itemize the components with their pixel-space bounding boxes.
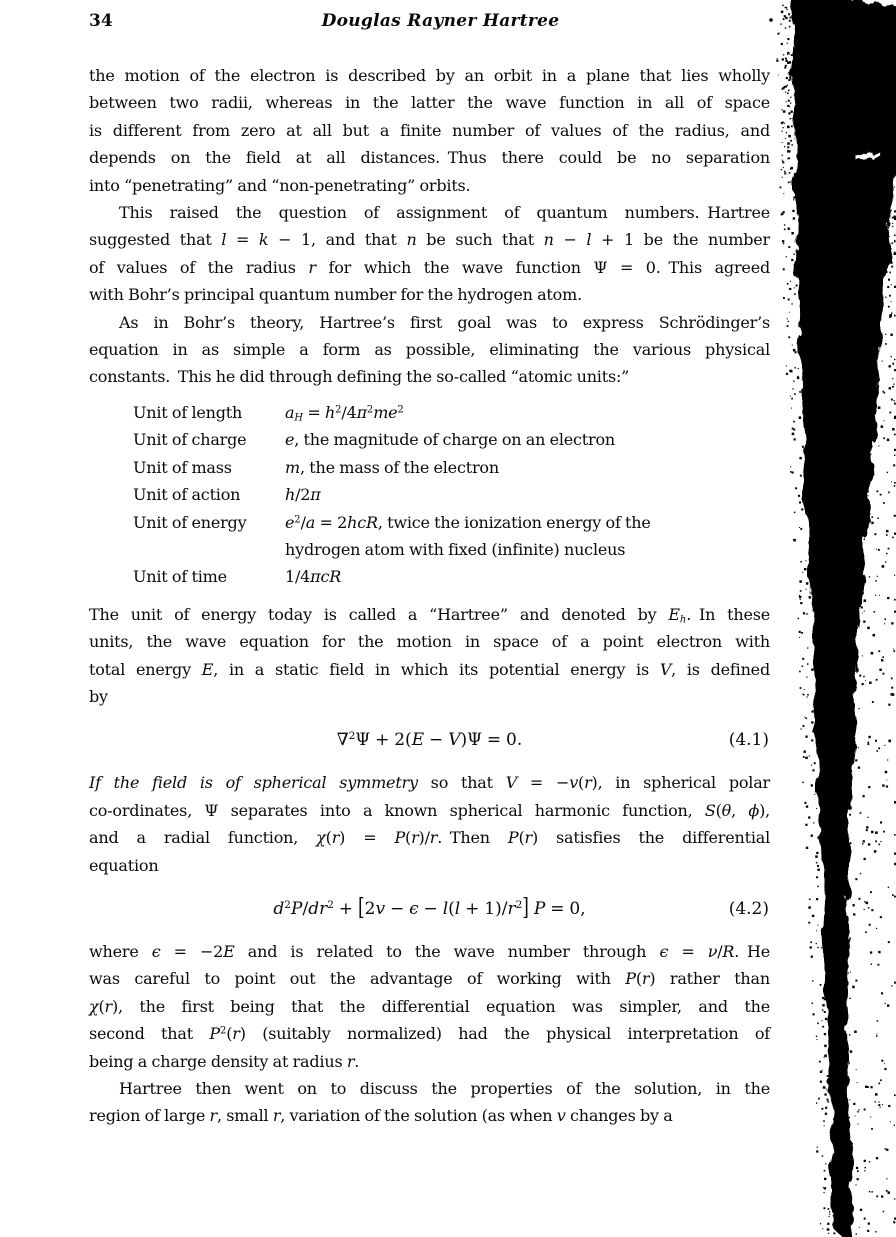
text-line	[89, 824, 770, 851]
text-run: .	[354, 1051, 360, 1071]
math-symbol: r	[308, 257, 316, 277]
math-symbol: χ	[89, 996, 99, 1016]
text-run: This raised the question of assignment of quantum numbers. Hartree	[119, 203, 770, 223]
text-run: depends on the field at all distances. Thus there could be no separation	[89, 148, 770, 168]
math-symbol: r	[584, 773, 592, 793]
text-run: hydrogen atom with fixed (infinite) nucleus	[285, 539, 626, 559]
text-run: (	[405, 828, 412, 848]
math-symbol: π	[356, 402, 367, 422]
text-run: co-ordinates, Ψ separates into a known spherical harmonic function,	[89, 800, 705, 820]
equation-number: (4.2)	[728, 898, 769, 919]
text-line	[89, 309, 770, 336]
math-symbol: P	[507, 828, 519, 848]
text-run: , is defined	[671, 659, 770, 679]
text-run: . Then	[437, 828, 508, 848]
text-line	[89, 1102, 770, 1129]
text-run: , variation of the solution (as when	[280, 1106, 557, 1126]
math-symbol: v	[375, 898, 386, 919]
display-equation	[89, 894, 770, 924]
equation-body	[89, 725, 770, 755]
text-run: and a radial function,	[89, 828, 317, 848]
text-run: for which the wave function Ψ = 0. This agreed	[315, 257, 771, 277]
unit-label: Unit of charge	[133, 430, 247, 450]
text-run: )Ψ = 0.	[460, 730, 523, 751]
italic-text: If the field is of spherical symmetry	[89, 773, 418, 793]
unit-value	[285, 509, 770, 536]
unit-row	[89, 536, 770, 563]
text-line	[89, 852, 770, 879]
math-symbol: r	[209, 1106, 217, 1126]
text-run: units, the wave equation for the motion in space of a point electron with	[89, 632, 770, 652]
text-line	[89, 1020, 770, 1047]
math-symbol: r	[411, 828, 419, 848]
text-line	[89, 172, 770, 199]
unit-value	[285, 399, 770, 426]
math-symbol: V	[659, 659, 672, 679]
text-run: =	[302, 402, 325, 422]
text-run: , twice the ionization energy of the	[377, 512, 651, 532]
text-run: 2	[397, 404, 404, 416]
text-run: /	[300, 512, 306, 532]
unit-label: Unit of mass	[133, 457, 232, 477]
text-run: /	[717, 941, 723, 961]
text-run: was careful to point out the advantage of working with	[89, 969, 626, 989]
math-symbol: χ	[316, 828, 326, 848]
math-symbol: E	[223, 941, 235, 961]
text-run: Ψ + 2(	[355, 730, 412, 751]
text-run: (	[635, 969, 642, 989]
text-run: ),	[759, 800, 770, 820]
unit-value	[285, 481, 770, 508]
math-symbol: P	[209, 1024, 220, 1044]
math-symbol: v	[569, 773, 579, 793]
text-run: . In these	[686, 604, 770, 624]
text-run: 2	[515, 899, 523, 912]
text-run: (	[715, 800, 722, 820]
math-symbol: e	[285, 430, 295, 450]
math-symbol: ϵ	[659, 941, 669, 961]
text-run: 2	[366, 404, 374, 416]
math-symbol: π	[310, 485, 321, 505]
text-line	[89, 683, 770, 710]
text-run: ) =	[339, 828, 395, 848]
text-line	[89, 993, 770, 1020]
text-run: ) satisfies the differential	[531, 828, 770, 848]
text-line	[89, 62, 770, 89]
text-run: ) rather than	[649, 969, 770, 989]
unit-value	[285, 426, 770, 453]
text-run: The unit of energy today is called a “Hartree” and denoted by	[89, 604, 669, 624]
text-run: − 1, and that	[268, 230, 407, 250]
text-run: with Bohr’s principal quantum number for the hydrogen atom.	[89, 285, 582, 305]
text-run: =	[668, 941, 708, 961]
math-symbol: ϵ	[151, 941, 161, 961]
text-line	[89, 938, 770, 965]
math-symbol: k	[258, 230, 269, 250]
text-line	[89, 1075, 770, 1102]
text-run: As in Bohr’s theory, Hartree’s first goal was to express Schrödinger’s	[119, 312, 770, 332]
math-symbol: r	[524, 828, 532, 848]
unit-value	[285, 563, 770, 590]
text-run: so that	[417, 773, 506, 793]
math-symbol: e	[285, 512, 295, 532]
text-run: (	[226, 1024, 233, 1044]
unit-row	[89, 454, 770, 481]
text-run: Hartree then went on to discuss the properties of the solution, in the	[119, 1079, 770, 1098]
text-run: between two radii, whereas in the latter the wave function in all of space	[89, 93, 770, 113]
text-run: /	[302, 898, 309, 919]
text-line	[89, 89, 770, 116]
math-symbol: r	[272, 1106, 281, 1126]
math-symbol: r	[331, 828, 340, 848]
text-run: 1/4	[285, 567, 311, 587]
math-symbol: l	[221, 230, 227, 250]
text-run: = −	[517, 773, 570, 793]
text-run: (	[578, 773, 585, 793]
text-run: be such that	[416, 230, 544, 250]
math-symbol: P	[394, 828, 406, 848]
page-body-text	[89, 62, 770, 1130]
text-run: = 0,	[545, 898, 586, 919]
paragraph	[89, 769, 770, 879]
math-symbol: ϕ	[748, 800, 760, 820]
text-line	[89, 1048, 770, 1075]
text-run: ]	[522, 894, 529, 922]
paragraph	[89, 309, 770, 391]
text-line	[89, 199, 770, 226]
math-symbol: me	[373, 402, 398, 422]
text-run: 2	[348, 730, 356, 743]
unit-row	[89, 563, 770, 590]
text-line	[89, 117, 770, 144]
math-symbol: V	[505, 773, 518, 793]
text-run: by	[89, 686, 108, 706]
unit-row	[89, 426, 770, 453]
unit-row	[89, 399, 770, 426]
paragraph	[89, 601, 770, 711]
math-symbol: V	[448, 730, 461, 751]
running-title: Douglas Rayner Hartree	[321, 11, 560, 31]
text-run: + 1)/	[460, 898, 508, 919]
text-line	[89, 656, 770, 683]
scan-noise-speckles	[776, 4, 896, 1235]
text-line	[89, 226, 770, 253]
unit-label: Unit of energy	[133, 512, 247, 532]
text-run: = −2	[160, 941, 224, 961]
text-run: , in a static field in which its potential energy is	[213, 659, 660, 679]
text-run: equation	[89, 855, 159, 875]
math-symbol: θ	[721, 800, 732, 820]
unit-row	[89, 481, 770, 508]
text-run: 2	[284, 899, 291, 912]
text-run: equation in as simple a form as possible, eliminating the various physical	[89, 340, 770, 360]
text-line	[89, 628, 770, 655]
unit-label	[133, 536, 285, 563]
paragraph	[89, 938, 770, 1075]
gutter-shadow-band	[790, 0, 896, 1237]
text-line	[89, 281, 770, 308]
text-run: 2	[294, 514, 301, 526]
text-run: 2	[219, 1025, 227, 1037]
text-run: ), in spherical polar	[591, 773, 770, 793]
text-run: second that	[89, 1024, 210, 1044]
paragraph	[89, 1075, 770, 1130]
text-run: constants. This he did through defining the so-called “atomic units:”	[89, 367, 630, 387]
display-equation	[89, 725, 770, 755]
paragraph	[89, 62, 770, 199]
math-symbol: a	[285, 402, 295, 422]
text-run: (	[518, 828, 525, 848]
text-run: , small	[217, 1106, 273, 1126]
text-run: ,	[731, 800, 749, 820]
math-symbol: a	[305, 512, 316, 532]
math-symbol: r	[429, 828, 438, 848]
math-symbol: d	[273, 898, 285, 919]
text-line	[89, 797, 770, 824]
text-run: the motion of the electron is described by an orbit in a plane that lies wholly	[89, 66, 770, 85]
unit-value	[285, 454, 770, 481]
text-run: −	[424, 730, 449, 751]
math-symbol: h	[324, 402, 336, 422]
text-run: where	[89, 941, 152, 961]
text-run: into “penetrating” and “non-penetrating” orbits.	[89, 175, 471, 195]
text-run: H	[294, 412, 303, 424]
atomic-units-table	[89, 399, 770, 591]
math-symbol: l	[586, 230, 592, 250]
text-run: (	[325, 828, 332, 848]
math-symbol: ν	[707, 941, 718, 961]
math-symbol: m	[285, 457, 300, 477]
text-run: 2	[364, 898, 376, 919]
page-number: 34	[89, 11, 113, 31]
text-line	[89, 144, 770, 171]
text-run: 2	[327, 899, 334, 912]
math-symbol: E	[411, 730, 425, 751]
math-symbol: πcR	[310, 567, 342, 587]
text-line	[89, 965, 770, 992]
text-run: (	[448, 898, 455, 919]
text-run: is different from zero at all but a finite number of values of the radius, and	[89, 120, 770, 140]
text-line	[89, 254, 770, 281]
page-header	[89, 10, 770, 32]
math-symbol: P	[533, 898, 546, 919]
math-symbol: S	[704, 800, 716, 820]
text-run: /4	[341, 402, 357, 422]
unit-value	[285, 536, 770, 563]
equation-number: (4.1)	[728, 730, 769, 751]
text-run: =	[226, 230, 259, 250]
unit-label: Unit of time	[133, 567, 227, 587]
text-run: suggested that	[89, 230, 222, 250]
text-run: )/	[418, 828, 430, 848]
text-run: ∇	[336, 730, 349, 751]
unit-label: Unit of action	[133, 485, 241, 505]
math-symbol: r	[641, 969, 650, 989]
text-run: region of large	[89, 1106, 210, 1126]
math-symbol: r	[104, 996, 112, 1016]
text-run: total energy	[89, 659, 202, 679]
math-symbol: r	[232, 1024, 240, 1044]
text-run: , the magnitude of charge on an electron	[294, 430, 616, 450]
math-symbol: E	[668, 604, 680, 624]
math-symbol: l	[454, 898, 461, 919]
scan-white-scratch	[855, 153, 881, 159]
text-line	[89, 601, 770, 628]
text-run: , the mass of the electron	[299, 457, 499, 477]
text-run: ), the first being that the differential equation was simpler, and the	[112, 996, 770, 1016]
text-run: = 2	[315, 512, 348, 532]
unit-row	[89, 509, 770, 536]
text-line	[89, 336, 770, 363]
text-run: + 1 be the number	[591, 230, 770, 250]
math-symbol: h	[285, 485, 296, 505]
text-run: (	[98, 996, 105, 1016]
math-symbol: r	[507, 898, 516, 919]
math-symbol: P	[625, 969, 636, 989]
math-symbol: E	[201, 659, 214, 679]
text-run: +	[333, 898, 358, 919]
math-symbol: n	[406, 230, 417, 250]
text-run: ) (suitably normalized) had the physical interpretation of	[239, 1024, 771, 1044]
text-run: [	[357, 894, 365, 922]
math-symbol: r	[346, 1051, 355, 1071]
text-run: changes by a	[565, 1106, 673, 1126]
math-symbol: ϵ	[409, 898, 419, 919]
text-run: /2	[295, 485, 311, 505]
text-run: −	[418, 898, 443, 919]
text-run: −	[385, 898, 410, 919]
text-run: and is related to the wave number through	[234, 941, 660, 961]
math-symbol: dr	[308, 898, 328, 919]
math-symbol: P	[291, 898, 303, 919]
math-symbol: n	[543, 230, 554, 250]
unit-label: Unit of length	[133, 402, 243, 422]
paragraph	[89, 199, 770, 309]
text-run: h	[679, 614, 687, 626]
text-run: of values of the radius	[89, 257, 309, 277]
text-line	[89, 769, 770, 796]
math-symbol: R	[722, 941, 735, 961]
math-symbol: hcR	[347, 512, 378, 532]
text-run: being a charge density at radius	[89, 1051, 347, 1071]
math-symbol: v	[556, 1106, 566, 1126]
text-run: −	[553, 230, 587, 250]
equation-body	[89, 894, 770, 924]
math-symbol: l	[442, 898, 449, 919]
text-line	[89, 363, 770, 390]
text-run: 2	[335, 404, 342, 416]
text-run: . He	[734, 941, 770, 961]
